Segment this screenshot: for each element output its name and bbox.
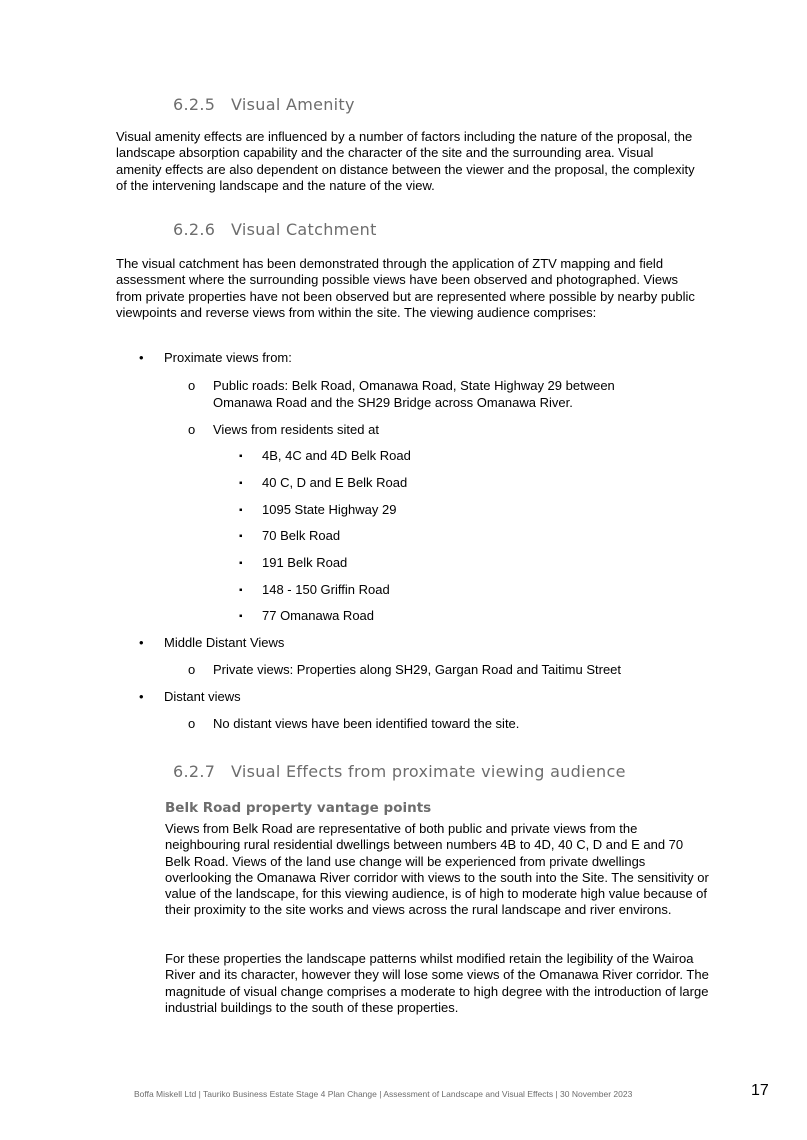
section-heading-6-2-7 — [173, 762, 626, 781]
list-item-middle-distant: Middle Distant Views — [164, 635, 285, 650]
bullet-marker: • — [139, 689, 144, 704]
square-marker: ▪ — [239, 478, 243, 489]
section-number: 6.2.5 — [173, 95, 216, 114]
list-item-public-roads-line1: Public roads: Belk Road, Omanawa Road, State Highway 29 between — [213, 378, 615, 393]
section-number: 6.2.7 — [173, 762, 216, 781]
list-item-proximate: Proximate views from: — [164, 350, 292, 365]
subheading-belk-road: Belk Road property vantage points — [165, 800, 432, 816]
paragraph-visual-amenity: Visual amenity effects are influenced by a number of factors including the nature of the proposal, the landscape absorption capability and the character of the site and the surrounding area. Visual amenity effects are also dependent on distance between the viewer and the proposal, the complexity of the intervening landscape and the nature of the view. — [116, 129, 695, 193]
bullet-marker: • — [139, 635, 144, 650]
address-item: 70 Belk Road — [262, 528, 341, 543]
bullet-marker: • — [139, 350, 144, 365]
circle-marker: o — [188, 662, 196, 677]
square-marker: ▪ — [239, 505, 243, 516]
page-number: 17 — [751, 1082, 769, 1099]
section-title: Visual Catchment — [231, 220, 377, 239]
list-item-private-views: Private views: Properties along SH29, Gargan Road and Taitimu Street — [213, 662, 622, 677]
paragraph-visual-catchment: The visual catchment has been demonstrated through the application of ZTV mapping and field assessment where the surrounding possible views have been observed and photographed. Views from private properties have not been observed but are represented where possible by nearby public viewpoints and reverse views from within the site. The viewing audience comprises: — [116, 256, 695, 320]
section-title: Visual Effects from proximate viewing audience — [231, 762, 626, 781]
section-number: 6.2.6 — [173, 220, 216, 239]
address-item: 148 - 150 Griffin Road — [262, 582, 390, 597]
address-item: 4B, 4C and 4D Belk Road — [262, 448, 411, 463]
square-marker: ▪ — [239, 531, 243, 542]
square-marker: ▪ — [239, 585, 243, 596]
square-marker: ▪ — [239, 558, 243, 569]
circle-marker: o — [188, 378, 196, 393]
address-item: 40 C, D and E Belk Road — [262, 475, 408, 490]
paragraph-belk-road-1: Views from Belk Road are representative of both public and private views from the neighbouring rural residential dwellings between numbers 4B to 4D, 40 C, D and E and 70 Belk Road. Views of the land use change will be experienced from private dwellings overlooking the Omanawa River corridor with views to the south into the Site. The sensitivity or value of the landscape, for this viewing audience, is of high to moderate high value because of their proximity to the site works and views across the rural landscape and river environs. — [165, 821, 709, 918]
address-item: 191 Belk Road — [262, 555, 348, 570]
list-item-residents: Views from residents sited at — [213, 422, 379, 437]
list-item-no-distant: No distant views have been identified toward the site. — [213, 716, 520, 731]
square-marker: ▪ — [239, 451, 243, 462]
circle-marker: o — [188, 422, 196, 437]
square-marker: ▪ — [239, 611, 243, 622]
section-heading-6-2-5 — [173, 95, 355, 114]
list-item-distant: Distant views — [164, 689, 241, 704]
address-item: 1095 State Highway 29 — [262, 502, 397, 517]
page-footer: Boffa Miskell Ltd | Tauriko Business Estate Stage 4 Plan Change | Assessment of Landscape and Visual Effects | 30 November 2023 — [134, 1089, 633, 1099]
section-title: Visual Amenity — [231, 95, 355, 114]
paragraph-belk-road-2: For these properties the landscape patterns whilst modified retain the legibility of the Wairoa River and its character, however they will lose some views of the Omanawa River corridor. The magnitude of visual change comprises a moderate to high degree with the introduction of large industrial buildings to the south of these properties. — [165, 951, 709, 1015]
circle-marker: o — [188, 716, 196, 731]
section-heading-6-2-6 — [173, 220, 377, 239]
list-item-public-roads-line2: Omanawa Road and the SH29 Bridge across Omanawa River. — [213, 395, 573, 410]
address-item: 77 Omanawa Road — [262, 608, 375, 623]
